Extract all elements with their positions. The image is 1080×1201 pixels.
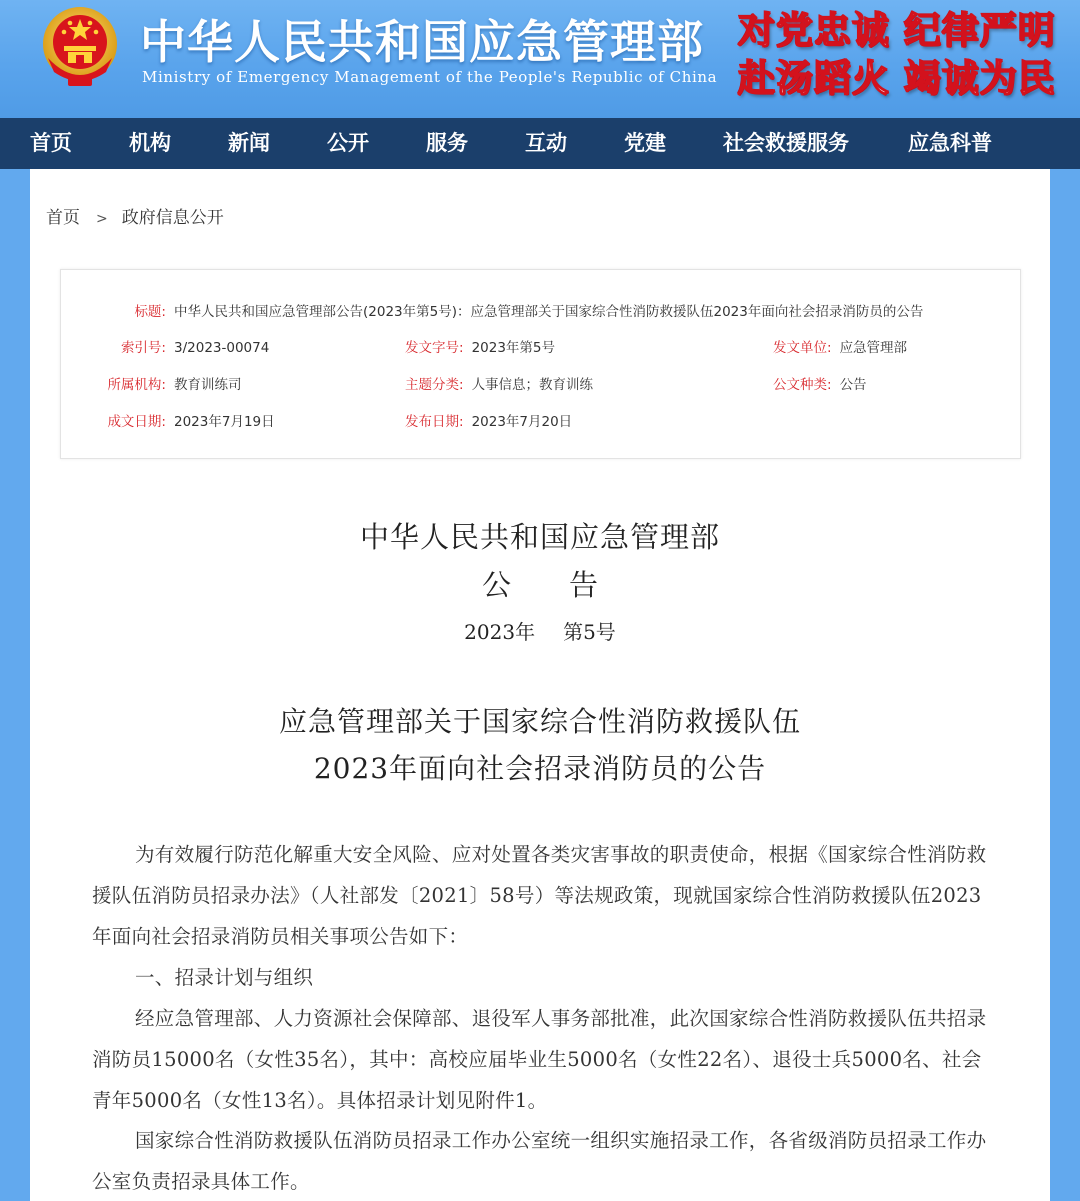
nav-item-institutions[interactable]: 机构 [129, 131, 171, 155]
breadcrumb [46, 203, 224, 228]
breadcrumb-separator: > [96, 211, 108, 227]
nav-item-disclosure[interactable]: 公开 [327, 131, 369, 155]
meta-published-date [405, 410, 572, 430]
paragraph-plan: 经应急管理部、人力资源社会保障部、退役军人事务部批准，此次国家综合性消防救援队伍共招录消防员15000名（女性35名），其中：高校应届毕业生5000名（女性22名）、退役士兵5000名、社会青年5000名（女性13名）。具体招录计划见附件1。 [92, 1007, 987, 1112]
site-header [0, 0, 1080, 118]
meta-issuer-value: 应急管理部 [839, 340, 908, 356]
breadcrumb-current-link[interactable]: 政府信息公开 [121, 208, 224, 228]
breadcrumb-home-link[interactable]: 首页 [46, 208, 80, 228]
document-year: 2023年 [464, 620, 536, 644]
site-subtitle: Ministry of Emergency Management of the People's Republic of China [142, 68, 718, 86]
meta-department-value: 教育训练司 [174, 377, 242, 393]
national-emblem-icon [40, 6, 120, 88]
nav-item-services[interactable]: 服务 [426, 131, 468, 155]
meta-title-value: 中华人民共和国应急管理部公告(2023年第5号)：应急管理部关于国家综合性消防救援队伍2023年面向社会招录消防员的公告 [174, 304, 924, 320]
meta-topic-value: 人事信息；教育训练 [471, 377, 594, 393]
slogan-line-1: 对党忠诚 纪律严明 [738, 8, 1056, 52]
meta-created-label: 成文日期: [107, 414, 166, 430]
nav-item-home[interactable]: 首页 [30, 131, 72, 155]
main-nav [0, 118, 1080, 169]
meta-created-date [101, 410, 275, 430]
meta-doc-type [773, 373, 867, 393]
meta-index-label: 索引号: [120, 340, 166, 356]
nav-item-rescue-services[interactable]: 社会救援服务 [723, 131, 849, 155]
paragraph-organization: 国家综合性消防救援队伍消防员招录工作办公室统一组织实施招录工作，各省级消防员招录工作办公室负责招录具体工作。 [92, 1129, 987, 1193]
content-panel [30, 169, 1050, 1201]
meta-topic [405, 373, 593, 393]
document-number [30, 616, 1050, 645]
headline-line-2: 2023年面向社会招录消防员的公告 [313, 752, 767, 785]
meta-doc-number [405, 336, 555, 356]
slogan-line-2: 赴汤蹈火 竭诚为民 [738, 56, 1056, 100]
meta-issuer [773, 336, 907, 356]
meta-published-label: 发布日期: [405, 414, 464, 430]
nav-item-party-building[interactable]: 党建 [624, 131, 666, 155]
paragraph-intro: 为有效履行防范化解重大安全风险、应对处置各类灾害事故的职责使命，根据《国家综合性消防救援队伍消防员招录办法》（人社部发〔2021〕58号）等法规政策，现就国家综合性消防救援队伍2023年面向社会招录消防员相关事项公告如下： [92, 843, 987, 948]
nav-item-interaction[interactable]: 互动 [525, 131, 567, 155]
meta-doc-number-value: 2023年第5号 [471, 340, 556, 356]
meta-index-value: 3/2023-00074 [174, 340, 270, 356]
meta-doc-type-label: 公文种类: [773, 377, 832, 393]
document-kind: 公 告 [481, 568, 598, 602]
document-metadata-box [60, 269, 1021, 459]
meta-issuer-label: 发文单位: [773, 340, 832, 356]
meta-published-value: 2023年7月20日 [471, 414, 573, 430]
site-title: 中华人民共和国应急管理部 [140, 15, 704, 69]
nav-item-science[interactable]: 应急科普 [908, 131, 992, 155]
meta-doc-number-label: 发文字号: [405, 340, 464, 356]
document-issuer-name: 中华人民共和国应急管理部 [359, 520, 720, 554]
section-heading-1: 一、招录计划与组织 [135, 966, 314, 989]
meta-index [101, 336, 269, 356]
meta-department [101, 373, 242, 393]
document-no: 第5号 [563, 620, 616, 644]
meta-title-label: 标题: [134, 304, 166, 320]
meta-title [101, 300, 923, 320]
headline-line-1: 应急管理部关于国家综合性消防救援队伍 [278, 705, 801, 738]
meta-created-value: 2023年7月19日 [174, 414, 275, 430]
meta-topic-label: 主题分类: [405, 377, 464, 393]
nav-item-news[interactable]: 新闻 [228, 131, 270, 155]
meta-doc-type-value: 公告 [839, 377, 867, 393]
meta-department-label: 所属机构: [107, 377, 166, 393]
